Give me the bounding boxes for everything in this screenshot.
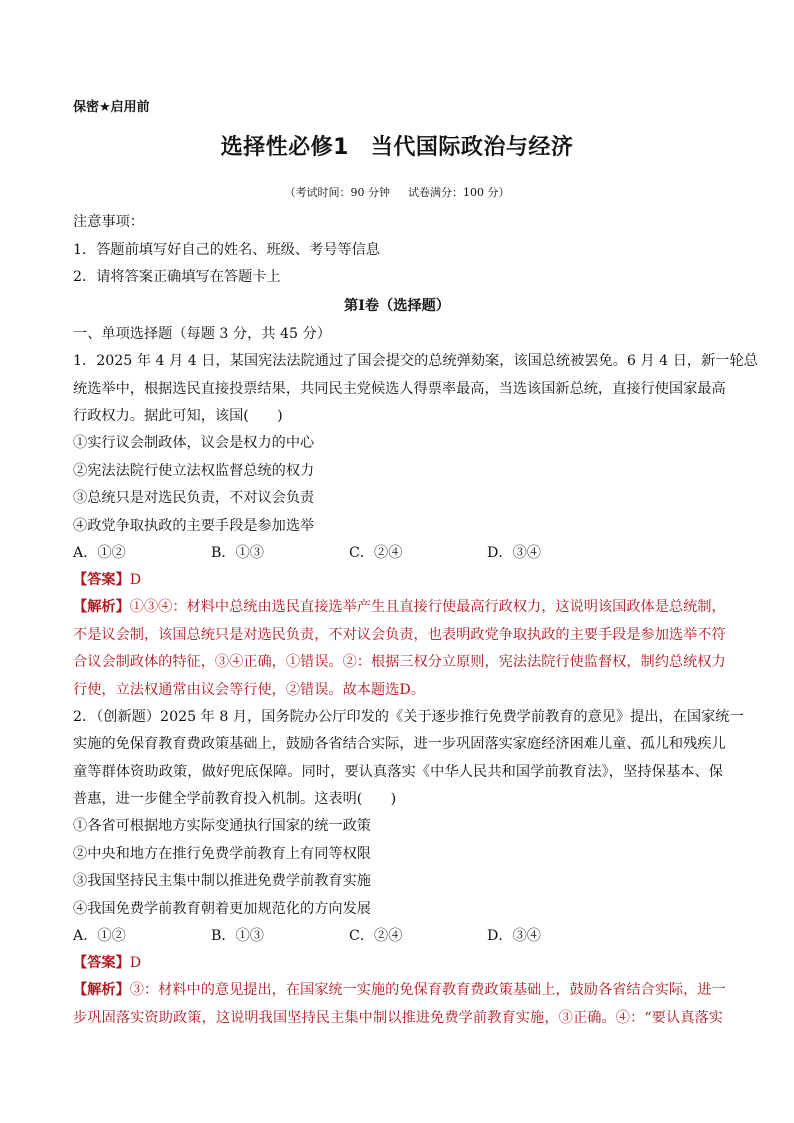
q2-choice: ①各省可根据地方实际变通执行国家的统一政策 [73, 818, 371, 834]
q2-stem-line: 2．（创新题）2025 年 8 月，国务院办公厅印发的《关于逐步推行免费学前教育的意见》提出，在国家统一 [73, 709, 744, 725]
q1-analysis-line: 行使，立法权通常由议会等行使，②错误。故本题选D。 [73, 682, 425, 698]
q1-choice: ③总统只是对选民负责，不对议会负责 [73, 490, 315, 506]
secret-label: 保密★启用前 [73, 100, 150, 115]
answer-label: 【答案】 [73, 572, 130, 588]
title-main: 选择性必修1 [220, 135, 349, 160]
analysis-text: ③：材料中的意见提出，在国家统一实施的免保育教育费政策基础上，鼓励各省结合实际，进一 [129, 982, 726, 998]
analysis-text: ①③④：材料中总统由选民直接选举产生且直接行使最高行政权力，这说明该国政体是总统制， [129, 599, 726, 615]
q1-option-b[interactable]: B．①③ [211, 545, 264, 561]
analysis-label: 【解析】 [73, 982, 130, 998]
q2-answer [73, 953, 723, 973]
q1-option-d[interactable]: D．③④ [487, 545, 541, 561]
q1-choice: ④政党争取执政的主要手段是参加选举 [73, 518, 315, 534]
q2-choice: ④我国免费学前教育朝着更加规范化的方向发展 [73, 901, 371, 917]
q2-choice: ②中央和地方在推行免费学前教育上有同等权限 [73, 846, 371, 862]
q1-stem-line: 统选举中，根据选民直接投票结果，共同民主党候选人得票率最高，当选该国新总统，直接行使国家最高 [73, 381, 726, 397]
q1-answer [73, 570, 723, 590]
answer-label: 【答案】 [73, 955, 130, 971]
q2-option-d[interactable]: D．③④ [487, 928, 541, 944]
q2-stem-line: 普惠，进一步健全学前教育投入机制。这表明( ) [73, 791, 397, 807]
notes-item: 1．答题前填写好自己的姓名、班级、考号等信息 [73, 242, 380, 258]
q1-analysis-line: 合议会制政体的特征，③④正确，①错误。②：根据三权分立原则，宪法法院行使监督权，制约总统权力 [73, 654, 726, 670]
q2-stem-line: 童等群体资助政策，做好兜底保障。同时，要认真落实《中华人民共和国学前教育法》，坚持保基本、保 [73, 764, 723, 780]
q2-analysis-line: 步巩固落实资助政策，这说明我国坚持民主集中制以推进免费学前教育实施，③正确。④：“要认真落实 [73, 1010, 723, 1026]
q1-stem-line: 行政权力。据此可知，该国( ) [73, 408, 283, 424]
q2-choice: ③我国坚持民主集中制以推进免费学前教育实施 [73, 873, 371, 889]
q1-option-a[interactable]: A．①② [73, 545, 126, 561]
exam-info [0, 184, 794, 200]
q2-option-b[interactable]: B．①③ [211, 928, 264, 944]
q2-option-c[interactable]: C．②④ [349, 928, 403, 944]
part-heading: 一、单项选择题（每题 3 分，共 45 分） [73, 326, 331, 342]
title-sub: 当代国际政治与经济 [370, 135, 574, 160]
notes-heading: 注意事项： [73, 214, 144, 230]
q2-stem-line: 实施的免保育教育费政策基础上，鼓励各省结合实际，进一步巩固落实家庭经济困难儿童、孤儿和残疾儿 [73, 736, 726, 752]
q2-options [73, 926, 723, 946]
page-title [0, 130, 794, 161]
q1-choice: ①实行议会制政体，议会是权力的中心 [73, 435, 315, 451]
answer-value: D [129, 955, 142, 971]
exam-score: 试卷满分：100 分） [408, 186, 510, 199]
q1-option-c[interactable]: C．②④ [349, 545, 403, 561]
section-title: 第Ⅰ卷（选择题） [344, 298, 450, 314]
q1-analysis-line: 不是议会制，该国总统只是对选民负责，不对议会负责，也表明政党争取执政的主要手段是参加选举不符 [73, 627, 726, 643]
q1-choice: ②宪法法院行使立法权监督总统的权力 [73, 463, 315, 479]
q1-options [73, 543, 723, 563]
answer-value: D [129, 572, 142, 588]
q2-option-a[interactable]: A．①② [73, 928, 126, 944]
exam-time: （考试时间：90 分钟 [284, 186, 390, 199]
q1-stem-line: 1．2025 年 4 月 4 日，某国宪法法院通过了国会提交的总统弹劾案，该国总统被罢免。6 月 4 日，新一轮总 [73, 353, 758, 369]
q2-analysis-line [73, 980, 726, 1000]
notes-item: 2．请将答案正确填写在答题卡上 [73, 269, 281, 285]
q1-analysis-line [73, 597, 726, 617]
analysis-label: 【解析】 [73, 599, 130, 615]
